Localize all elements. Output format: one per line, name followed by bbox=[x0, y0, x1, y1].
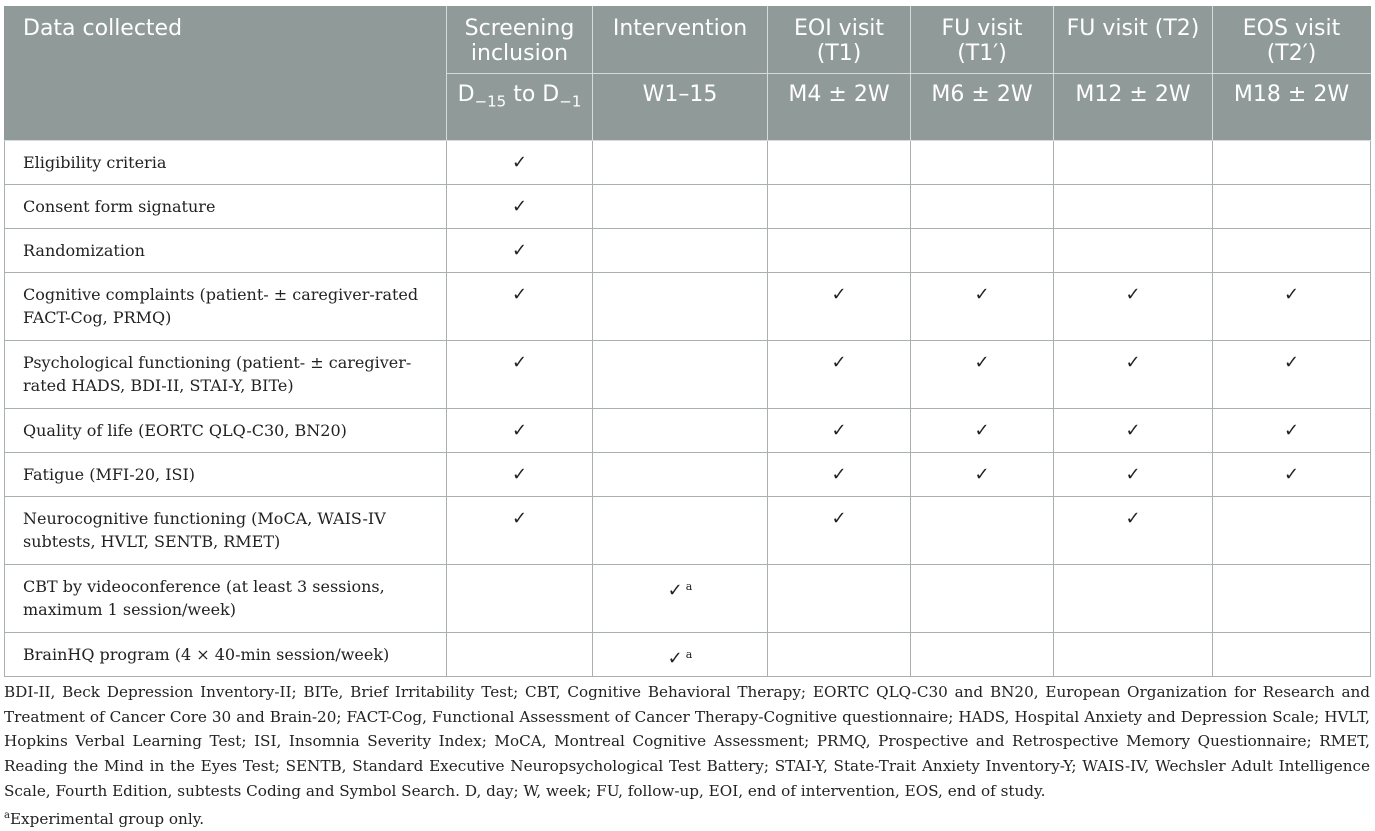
table-row bbox=[5, 273, 1371, 341]
row-cell bbox=[447, 273, 593, 341]
header-fu-visit-t1p: FU visit (T1′) bbox=[911, 6, 1054, 74]
header-intervention: Intervention bbox=[593, 6, 768, 74]
table-row bbox=[5, 185, 1371, 229]
row-cell bbox=[768, 341, 911, 409]
check-icon: ✓ bbox=[1125, 464, 1141, 485]
row-cell bbox=[1213, 633, 1371, 677]
row-cell bbox=[593, 497, 768, 565]
row-cell bbox=[911, 409, 1054, 453]
check-icon: ✓ bbox=[511, 240, 528, 261]
row-cell bbox=[911, 141, 1054, 185]
footnote-text: Experimental group only. bbox=[9, 809, 205, 828]
check-icon: ✓ bbox=[1283, 420, 1300, 441]
table-header bbox=[5, 6, 1371, 141]
row-cell bbox=[593, 409, 768, 453]
row-cell bbox=[911, 341, 1054, 409]
check-icon: ✓ bbox=[1283, 464, 1300, 485]
row-cell bbox=[1213, 565, 1371, 633]
timing-screening bbox=[447, 74, 593, 141]
row-label: Eligibility criteria bbox=[5, 141, 447, 185]
row-cell bbox=[593, 229, 768, 273]
header-fu-visit-t2: FU visit (T2) bbox=[1054, 6, 1213, 74]
timing-d-1: D bbox=[457, 82, 475, 107]
row-cell bbox=[1054, 497, 1213, 565]
row-cell bbox=[1054, 273, 1213, 341]
check-icon: ✓ bbox=[667, 648, 683, 669]
footnote-marker: a bbox=[685, 648, 693, 661]
row-label: CBT by videoconference (at least 3 sessions, maximum 1 session/week) bbox=[5, 565, 447, 633]
check-icon: ✓ bbox=[1125, 352, 1141, 373]
timing-eoi: M4 ± 2W bbox=[768, 74, 911, 141]
row-cell bbox=[447, 185, 593, 229]
row-cell bbox=[593, 453, 768, 497]
row-cell bbox=[447, 497, 593, 565]
row-cell bbox=[768, 409, 911, 453]
table-row bbox=[5, 565, 1371, 633]
header-row-top bbox=[5, 6, 1371, 74]
check-icon: ✓ bbox=[1283, 352, 1300, 373]
row-cell bbox=[911, 565, 1054, 633]
check-icon: ✓ bbox=[831, 420, 847, 441]
row-cell bbox=[1054, 565, 1213, 633]
row-cell bbox=[911, 497, 1054, 565]
row-cell bbox=[768, 185, 911, 229]
table-row bbox=[5, 229, 1371, 273]
check-icon: ✓ bbox=[974, 284, 990, 305]
row-cell bbox=[1213, 185, 1371, 229]
row-cell bbox=[447, 341, 593, 409]
check-icon: ✓ bbox=[511, 464, 528, 485]
check-icon: ✓ bbox=[831, 352, 847, 373]
row-cell bbox=[1213, 273, 1371, 341]
timing-sub-2: −1 bbox=[559, 92, 582, 111]
row-cell bbox=[447, 633, 593, 677]
check-icon: ✓ bbox=[511, 152, 528, 173]
row-cell bbox=[593, 633, 768, 677]
table-row bbox=[5, 633, 1371, 677]
row-label: Quality of life (EORTC QLQ-C30, BN20) bbox=[5, 409, 447, 453]
check-icon: ✓ bbox=[511, 420, 528, 441]
row-label: Fatigue (MFI-20, ISI) bbox=[5, 453, 447, 497]
row-cell bbox=[447, 409, 593, 453]
table-row bbox=[5, 141, 1371, 185]
row-cell bbox=[911, 229, 1054, 273]
row-cell bbox=[593, 141, 768, 185]
table-row bbox=[5, 341, 1371, 409]
check-icon: ✓ bbox=[831, 508, 847, 529]
row-cell bbox=[1054, 141, 1213, 185]
table-body bbox=[5, 141, 1371, 677]
row-cell bbox=[911, 273, 1054, 341]
header-eoi-visit: EOI visit (T1) bbox=[768, 6, 911, 74]
row-label: Randomization bbox=[5, 229, 447, 273]
check-icon: ✓ bbox=[831, 464, 847, 485]
row-cell bbox=[768, 453, 911, 497]
row-cell bbox=[593, 341, 768, 409]
row-cell bbox=[768, 565, 911, 633]
row-cell bbox=[447, 453, 593, 497]
row-cell bbox=[768, 633, 911, 677]
row-cell bbox=[1213, 409, 1371, 453]
timing-intervention: W1–15 bbox=[593, 74, 768, 141]
header-screening: Screening inclusion bbox=[447, 6, 593, 74]
table-row bbox=[5, 453, 1371, 497]
timing-sub-1: −15 bbox=[474, 92, 507, 111]
row-label: Consent form signature bbox=[5, 185, 447, 229]
check-icon: ✓ bbox=[974, 420, 990, 441]
check-icon: ✓ bbox=[1283, 284, 1300, 305]
timing-eos: M18 ± 2W bbox=[1213, 74, 1371, 141]
timing-d-2: D bbox=[542, 82, 560, 107]
row-cell bbox=[447, 229, 593, 273]
row-cell bbox=[1054, 453, 1213, 497]
row-label: Psychological functioning (patient- ± caregiver-rated HADS, BDI-II, STAI-Y, BITe) bbox=[5, 341, 447, 409]
check-icon: ✓ bbox=[1125, 420, 1141, 441]
table-row bbox=[5, 409, 1371, 453]
check-icon: ✓ bbox=[1125, 284, 1141, 305]
row-cell bbox=[593, 185, 768, 229]
row-cell bbox=[1213, 141, 1371, 185]
timing-fu-t2: M12 ± 2W bbox=[1054, 74, 1213, 141]
check-icon: ✓ bbox=[511, 284, 528, 305]
row-cell bbox=[911, 633, 1054, 677]
row-cell bbox=[768, 497, 911, 565]
row-cell bbox=[911, 453, 1054, 497]
check-icon: ✓ bbox=[831, 284, 847, 305]
row-cell bbox=[1054, 409, 1213, 453]
check-icon: ✓ bbox=[974, 464, 990, 485]
row-cell bbox=[768, 229, 911, 273]
header-data-collected: Data collected bbox=[5, 6, 447, 141]
abbreviations-note: BDI-II, Beck Depression Inventory-II; BITe, Brief Irritability Test; CBT, Cognitive Behavioral Therapy; EORTC QLQ-C30 and BN20, European Organization for Research and Treatment of Cancer Core 30 and Brain-20; FACT-Cog, Functional Assessment of Cancer Therapy-Cognitive questionnaire; HADS, Hospital Anxiety and Depression Scale; HVLT, Hopkins Verbal Learning Test; ISI, Insomnia Severity Index; MoCA, Montreal Cognitive Assessment; PRMQ, Prospective and Retrospective Memory Questionnaire; RMET, Reading the Mind in the Eyes Test; SENTB, Standard Executive Neuropsychological Test Battery; STAI-Y, State-Trait Anxiety Inventory-Y; WAIS-IV, Wechsler Adult Intelligence Scale, Fourth Edition, subtests Coding and Symbol Search. D, day; W, week; FU, follow-up, EOI, end of intervention, EOS, end of study. bbox=[4, 683, 1370, 800]
data-collection-table bbox=[4, 6, 1371, 677]
table-notes bbox=[4, 680, 1370, 831]
row-cell bbox=[1213, 229, 1371, 273]
row-cell bbox=[1054, 229, 1213, 273]
row-cell bbox=[1213, 497, 1371, 565]
check-icon: ✓ bbox=[511, 352, 528, 373]
timing-to: to bbox=[506, 82, 543, 107]
row-cell bbox=[768, 273, 911, 341]
table-row bbox=[5, 497, 1371, 565]
row-cell bbox=[1213, 453, 1371, 497]
row-cell bbox=[768, 141, 911, 185]
row-cell bbox=[447, 141, 593, 185]
row-cell bbox=[1054, 341, 1213, 409]
row-cell bbox=[1213, 341, 1371, 409]
row-cell bbox=[447, 565, 593, 633]
check-icon: ✓ bbox=[511, 508, 528, 529]
row-cell bbox=[1054, 185, 1213, 229]
check-icon: ✓ bbox=[1125, 508, 1141, 529]
row-label: BrainHQ program (4 × 40-min session/week) bbox=[5, 633, 447, 677]
check-icon: ✓ bbox=[511, 196, 528, 217]
footnote-marker: a bbox=[685, 580, 693, 593]
row-label: Cognitive complaints (patient- ± caregiver-rated FACT-Cog, PRMQ) bbox=[5, 273, 447, 341]
check-icon: ✓ bbox=[667, 580, 683, 601]
row-cell bbox=[593, 565, 768, 633]
check-icon: ✓ bbox=[974, 352, 990, 373]
row-cell bbox=[911, 185, 1054, 229]
row-cell bbox=[1054, 633, 1213, 677]
row-cell bbox=[593, 273, 768, 341]
header-eos-visit: EOS visit (T2′) bbox=[1213, 6, 1371, 74]
row-label: Neurocognitive functioning (MoCA, WAIS-IV subtests, HVLT, SENTB, RMET) bbox=[5, 497, 447, 565]
footnote-marker: a bbox=[4, 809, 10, 821]
timing-fu-t1p: M6 ± 2W bbox=[911, 74, 1054, 141]
